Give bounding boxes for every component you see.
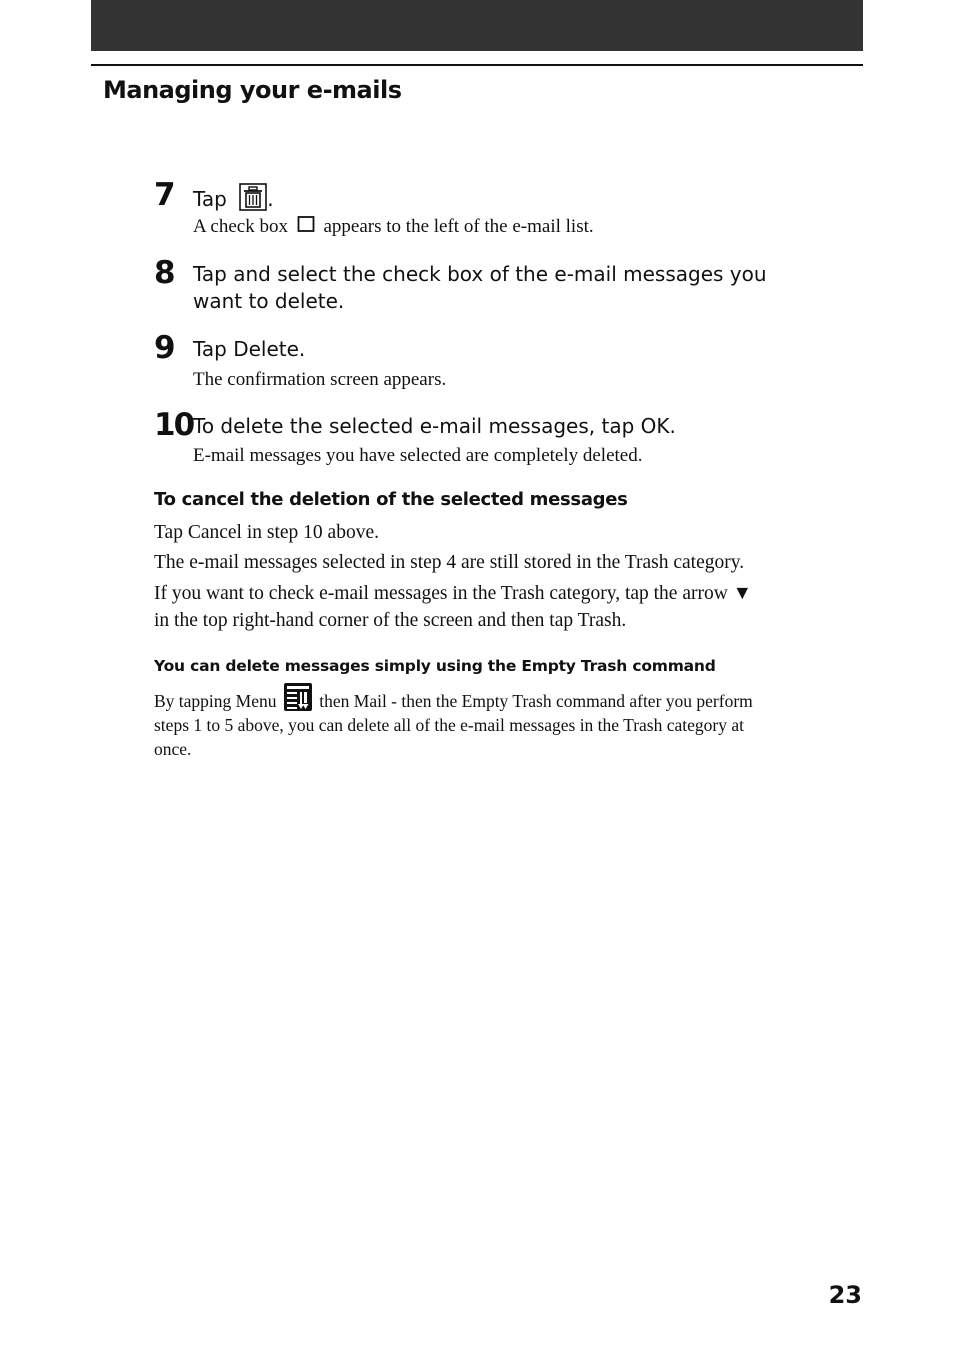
tip-line-1-after: then Mail - then the Empty Trash command after you perform — [319, 691, 753, 712]
page-number: 23 — [828, 1281, 862, 1309]
step-10-text: To delete the selected e-mail messages, tap OK. — [193, 414, 676, 438]
step-10-number: 10 — [154, 407, 194, 443]
step-9-note: The confirmation screen appears. — [193, 369, 447, 390]
step-7-note — [193, 215, 594, 240]
tip-heading: You can delete messages simply using the Empty Trash command — [154, 657, 716, 675]
header-rule — [91, 64, 863, 66]
section-title: Managing your e-mails — [103, 76, 402, 104]
tip-line-2: steps 1 to 5 above, you can delete all of the e-mail messages in the Trash category at — [154, 715, 744, 735]
cancel-line-4: in the top right-hand corner of the screen and then tap Trash. — [154, 610, 627, 631]
step-8-text-line2: want to delete. — [193, 289, 345, 313]
step-8-text-line1: Tap and select the check box of the e-mail messages you — [193, 262, 767, 286]
tip-line-3: once. — [154, 739, 192, 759]
step-7-text-before: Tap — [193, 187, 227, 211]
header-bar — [91, 0, 863, 51]
cancel-line-3: If you want to check e-mail messages in the Trash category, tap the arrow ▼ — [154, 583, 752, 604]
step-8-number: 8 — [154, 255, 174, 291]
step-7-text — [193, 183, 274, 218]
step-9-number: 9 — [154, 330, 174, 366]
cancel-line-2: The e-mail messages selected in step 4 are still stored in the Trash category. — [154, 552, 745, 573]
tip-line-1-before: By tapping Menu — [154, 691, 277, 712]
step-9-text: Tap Delete. — [193, 337, 306, 361]
step-7-text-after: . — [267, 187, 274, 211]
step-7-note-before: A check box — [193, 216, 288, 237]
cancel-heading: To cancel the deletion of the selected messages — [154, 489, 628, 510]
step-10-note: E-mail messages you have selected are completely deleted. — [193, 445, 643, 466]
step-7-note-after: appears to the left of the e-mail list. — [323, 216, 594, 237]
step-7-number: 7 — [154, 177, 174, 213]
trash-icon — [239, 183, 267, 218]
checkbox-icon — [297, 215, 315, 240]
cancel-line-1: Tap Cancel in step 10 above. — [154, 522, 379, 543]
